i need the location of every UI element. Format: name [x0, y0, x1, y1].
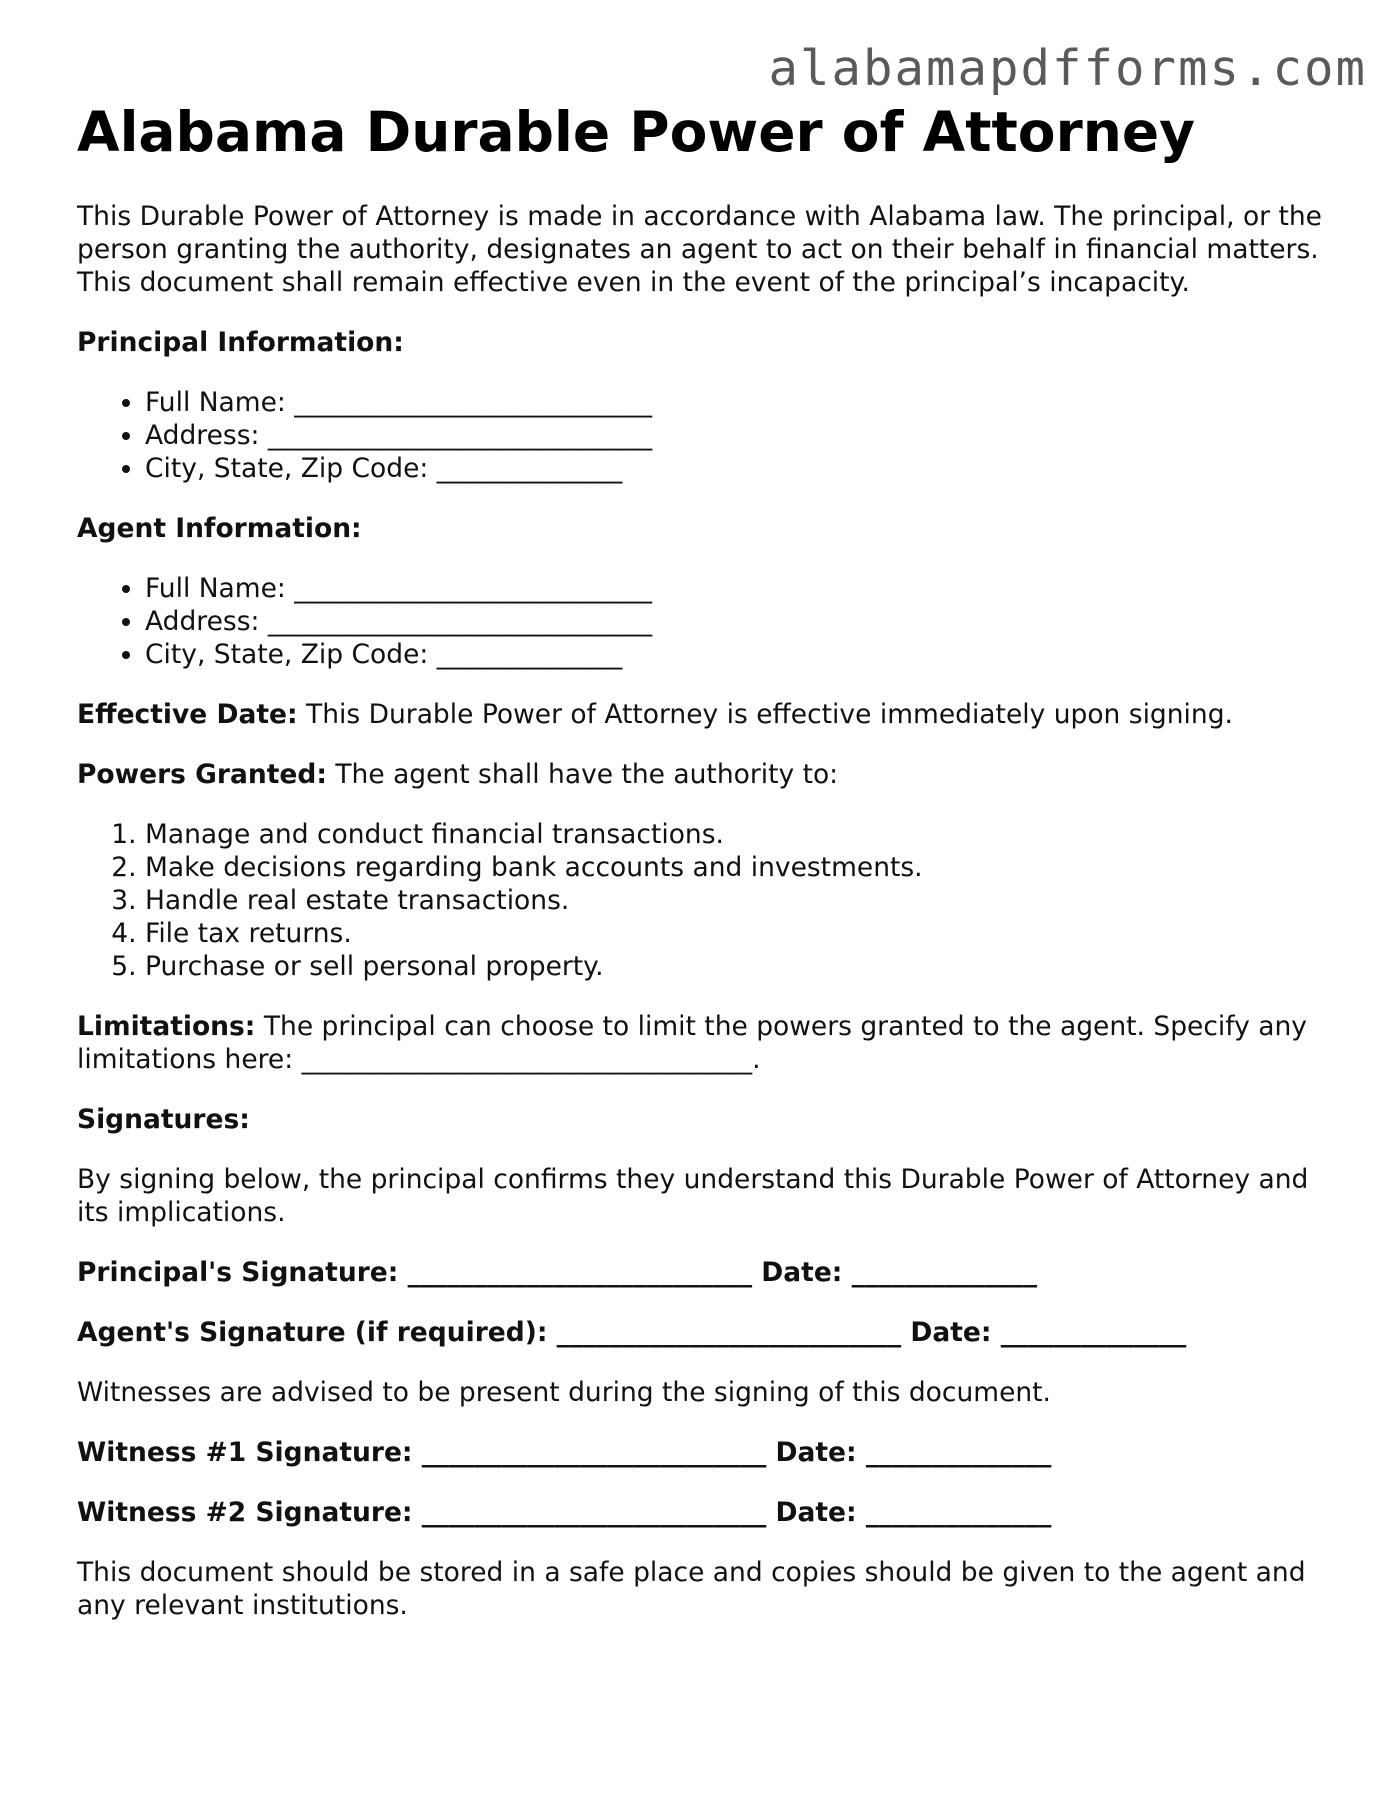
witness-note: Witnesses are advised to be present during the signing of this document. [77, 1377, 1051, 1408]
closing-paragraph: This document should be stored in a safe place and copies should be given to the agent and any relevant institutions. [77, 1557, 1306, 1621]
powers-granted-label: Powers Granted: [77, 759, 327, 790]
agent-full-name-field[interactable]: • Full Name: ___________________________ [145, 572, 1327, 605]
signatures-confirm-text: By signing below, the principal confirms they understand this Durable Power of Attorney and its implications. [77, 1164, 1309, 1228]
limitations-label: Limitations: [77, 1011, 256, 1042]
principal-address-field[interactable]: • Address: _____________________________ [145, 419, 1327, 452]
power-item: 5. Purchase or sell personal property. [145, 950, 1327, 983]
document-title: Alabama Durable Power of Attorney [77, 100, 1196, 164]
power-item: 1. Manage and conduct financial transactions. [145, 818, 1327, 851]
witness2-signature-label: Witness #2 Signature: __________________________ Date: ______________ [77, 1497, 1052, 1528]
agent-info-list [77, 572, 1327, 671]
agent-signature-label: Agent's Signature (if required): __________________________ Date: ______________ [77, 1317, 1187, 1348]
witness1-signature-label: Witness #1 Signature: __________________________ Date: ______________ [77, 1437, 1052, 1468]
principal-full-name-field[interactable]: • Full Name: ___________________________ [145, 386, 1327, 419]
agent-address-field[interactable]: • Address: _____________________________ [145, 605, 1327, 638]
power-item: 2. Make decisions regarding bank accounts and investments. [145, 851, 1327, 884]
effective-date-paragraph [77, 698, 1327, 731]
agent-info-heading: Agent Information: [77, 513, 362, 544]
principal-signature-label: Principal's Signature: __________________________ Date: ______________ [77, 1257, 1038, 1288]
witness1-signature-line[interactable] [77, 1436, 1327, 1469]
agent-signature-line[interactable] [77, 1316, 1327, 1349]
principal-signature-line[interactable] [77, 1256, 1327, 1289]
effective-date-label: Effective Date: [77, 699, 298, 730]
agent-city-state-zip-field[interactable]: • City, State, Zip Code: ______________ [145, 638, 1327, 671]
intro-paragraph: This Durable Power of Attorney is made in accordance with Alabama law. The principal, or the person granting the authority, designates an agent to act on their behalf in financial matters. This document shall remain effective even in the event of the principal’s incapacity. [77, 201, 1322, 298]
powers-granted-text: The agent shall have the authority to: [326, 759, 839, 790]
principal-city-state-zip-field[interactable]: • City, State, Zip Code: ______________ [145, 452, 1327, 485]
powers-list [77, 818, 1327, 983]
effective-date-text: This Durable Power of Attorney is effective immediately upon signing. [297, 699, 1233, 730]
power-item: 4. File tax returns. [145, 917, 1327, 950]
signatures-heading: Signatures: [77, 1104, 250, 1135]
site-watermark: alabamapdfforms.com [768, 40, 1367, 97]
document-page [77, 96, 1327, 1622]
witness2-signature-line[interactable] [77, 1496, 1327, 1529]
limitations-paragraph[interactable] [77, 1010, 1327, 1076]
limitations-text: The principal can choose to limit the powers granted to the agent. Specify any limitations here: __________________________________. [77, 1011, 1307, 1075]
powers-granted-paragraph [77, 758, 1327, 791]
principal-info-list [77, 386, 1327, 485]
power-item: 3. Handle real estate transactions. [145, 884, 1327, 917]
principal-info-heading: Principal Information: [77, 327, 404, 358]
